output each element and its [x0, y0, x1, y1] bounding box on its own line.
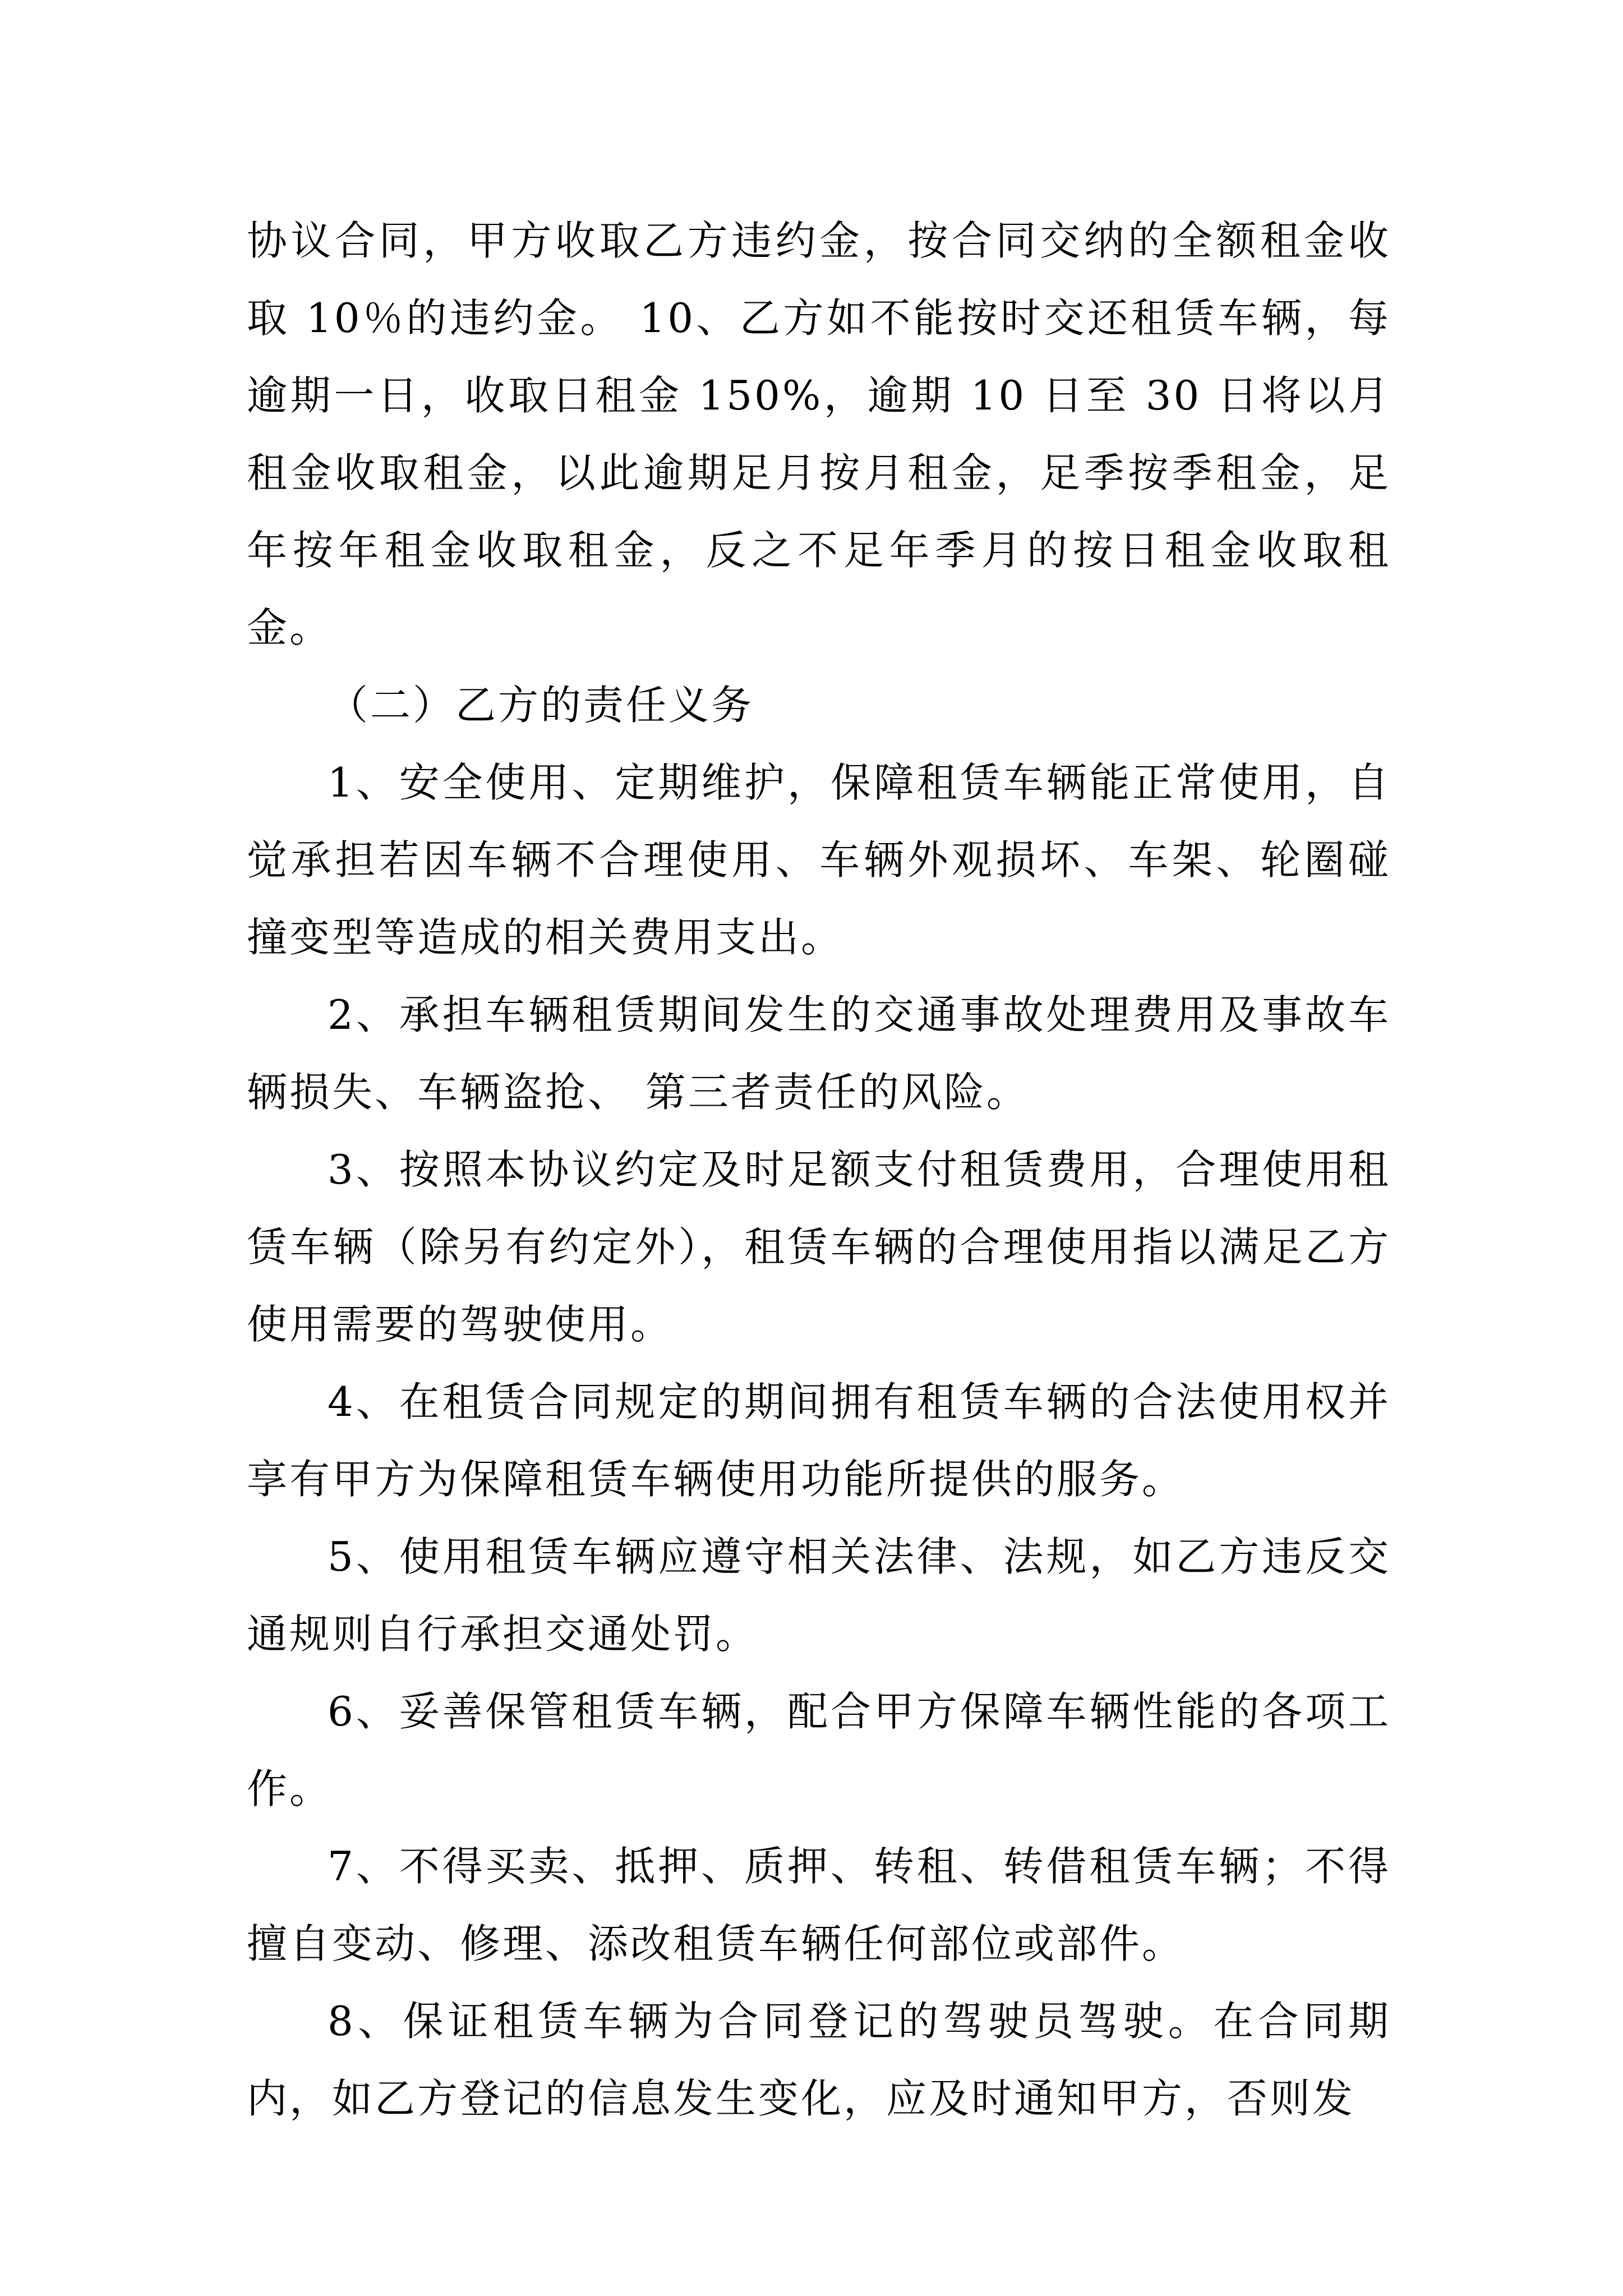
paragraph-continued: 协议合同，甲方收取乙方违约金，按合同交纳的全额租金收取 10％的违约金。 10、乙方如不能按时交还租赁车辆，每逾期一日，收取日租金 150%，逾期 10 日至 30 日将以月租金收取租金，以此逾期足月按月租金，足季按季租金，足年按年租金收取租金，反之不足年季月的按日租金收取租金。	[247, 217, 1391, 651]
section-heading: （二）乙方的责任义务	[328, 682, 754, 729]
list-item-1: 1、安全使用、定期维护，保障租赁车辆能正常使用，自觉承担若因车辆不合理使用、车辆外观损坏、车架、轮圈碰撞变型等造成的相关费用支出。	[247, 759, 1391, 961]
list-item-2: 2、承担车辆租赁期间发生的交通事故处理费用及事故车辆损失、车辆盗抢、 第三者责任的风险。	[247, 991, 1391, 1116]
list-item-8: 8、保证租赁车辆为合同登记的驾驶员驾驶。在合同期内，如乙方登记的信息发生变化，应及时通知甲方，否则发	[247, 1998, 1391, 2122]
list-item-3: 3、按照本协议约定及时足额支付租赁费用，合理使用租赁车辆（除另有约定外），租赁车辆的合理使用指以满足乙方使用需要的驾驶使用。	[247, 1146, 1391, 1348]
document-body	[247, 202, 1391, 2137]
list-item-7: 7、不得买卖、抵押、质押、转租、转借租赁车辆；不得擅自变动、修理、添改租赁车辆任何部位或部件。	[247, 1843, 1391, 1967]
list-item-5: 5、使用租赁车辆应遵守相关法律、法规，如乙方违反交通规则自行承担交通处罚。	[247, 1533, 1391, 1658]
list-item-6: 6、妥善保管租赁车辆，配合甲方保障车辆性能的各项工作。	[247, 1688, 1391, 1812]
list-item-4: 4、在租赁合同规定的期间拥有租赁车辆的合法使用权并享有甲方为保障租赁车辆使用功能所提供的服务。	[247, 1378, 1391, 1503]
